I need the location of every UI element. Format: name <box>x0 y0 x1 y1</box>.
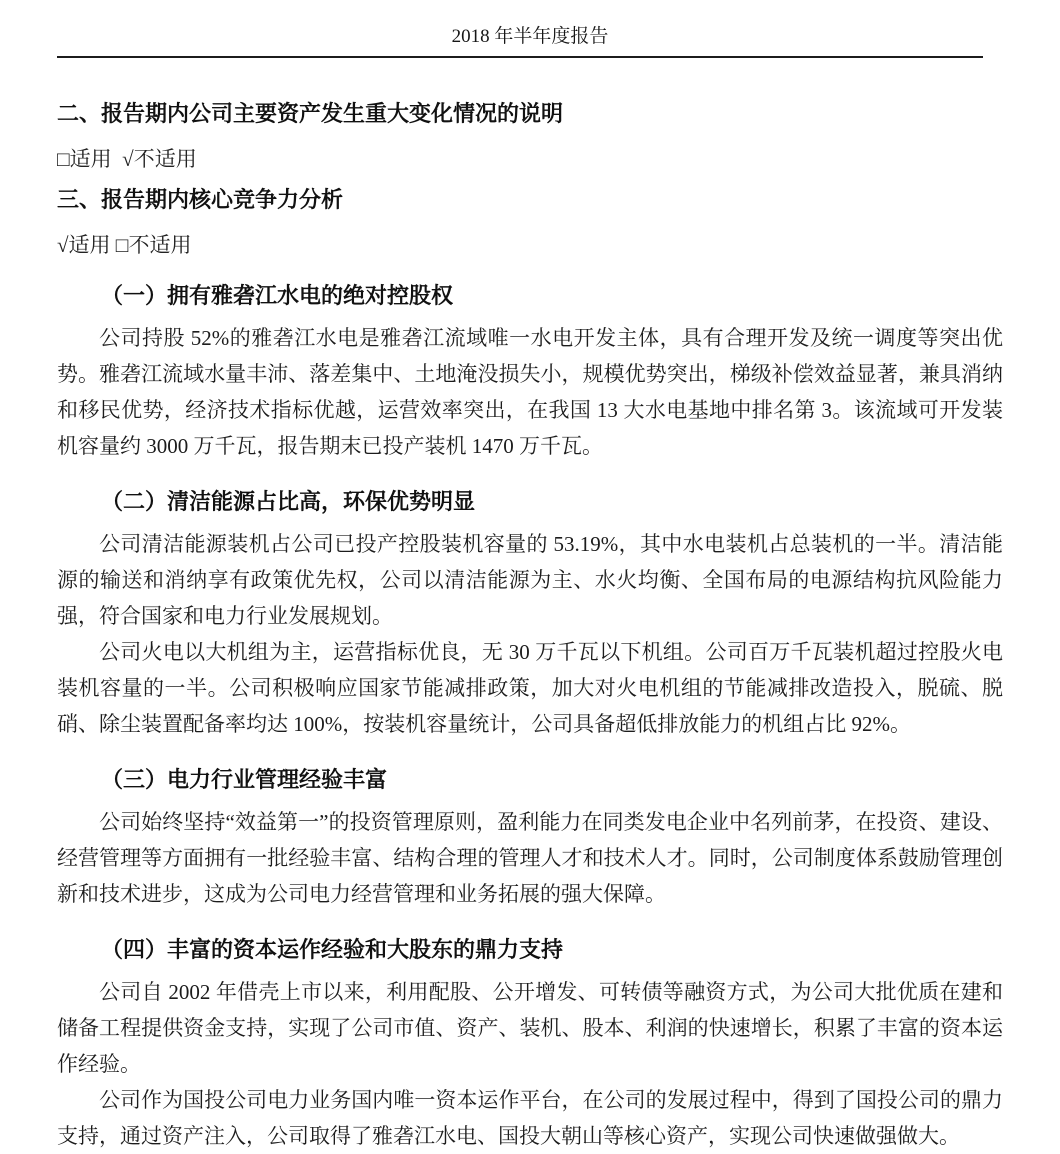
section-heading-major-assets: 二、报告期内公司主要资产发生重大变化情况的说明 <box>57 101 564 126</box>
page-header-title: 2018 年半年度报告 <box>451 26 609 47</box>
subsection-heading-capital-operation: （四）丰富的资本运作经验和大股东的鼎力支持 <box>101 937 564 962</box>
report-body <box>0 100 1060 1154</box>
body-paragraph: 公司始终坚持“效益第一”的投资管理原则，盈利能力在同类发电企业中名列前茅，在投资、建设、经营管理等方面拥有一批经验丰富、结构合理的管理人才和技术人才。同时，公司制度体系鼓励管理创新和技术进步，这成为公司电力经营管理和业务拓展的强大保障。 <box>57 810 1003 906</box>
body-paragraph: 公司火电以大机组为主，运营指标优良，无 30 万千瓦以下机组。公司百万千瓦装机超过控股火电装机容量的一半。公司积极响应国家节能减排政策，加大对火电机组的节能减排改造投入，脱硫、脱硝、除尘装置配备率均达 100%，按装机容量统计，公司具备超低排放能力的机组占比 92%。 <box>57 640 1003 736</box>
body-paragraph: 公司清洁能源装机占公司已投产控股装机容量的 53.19%，其中水电装机占总装机的一半。清洁能源的输送和消纳享有政策优先权，公司以清洁能源为主、水火均衡、全国布局的电源结构抗风险能力强，符合国家和电力行业发展规划。 <box>57 532 1003 628</box>
applicability-line-major-assets: □适用 √不适用 <box>57 147 197 171</box>
applicability-line-core-competitiveness: √适用 □不适用 <box>57 233 192 257</box>
body-paragraph: 公司作为国投公司电力业务国内唯一资本运作平台，在公司的发展过程中，得到了国投公司的鼎力支持，通过资产注入，公司取得了雅砻江水电、国投大朝山等核心资产，实现公司快速做强做大。 <box>57 1088 1003 1148</box>
subsection-heading-management-experience: （三）电力行业管理经验丰富 <box>101 767 388 792</box>
body-paragraph: 公司自 2002 年借壳上市以来，利用配股、公开增发、可转债等融资方式，为公司大批优质在建和储备工程提供资金支持，实现了公司市值、资产、装机、股本、利润的快速增长，积累了丰富的资本运作经验。 <box>57 980 1003 1076</box>
body-paragraph: 公司持股 52%的雅砻江水电是雅砻江流域唯一水电开发主体，具有合理开发及统一调度等突出优势。雅砻江流域水量丰沛、落差集中、土地淹没损失小，规模优势突出，梯级补偿效益显著，兼具消纳和移民优势，经济技术指标优越，运营效率突出，在我国 13 大水电基地中排名第 3。该流域可开发装机容量约 3000 万千瓦，报告期末已投产装机 1470 万千瓦。 <box>57 326 1003 458</box>
subsection-heading-clean-energy: （二）清洁能源占比高，环保优势明显 <box>101 489 476 514</box>
subsection-heading-yalong-control: （一）拥有雅砻江水电的绝对控股权 <box>101 283 454 308</box>
header-rule <box>57 56 983 58</box>
section-heading-core-competitiveness: 三、报告期内核心竞争力分析 <box>57 187 344 212</box>
